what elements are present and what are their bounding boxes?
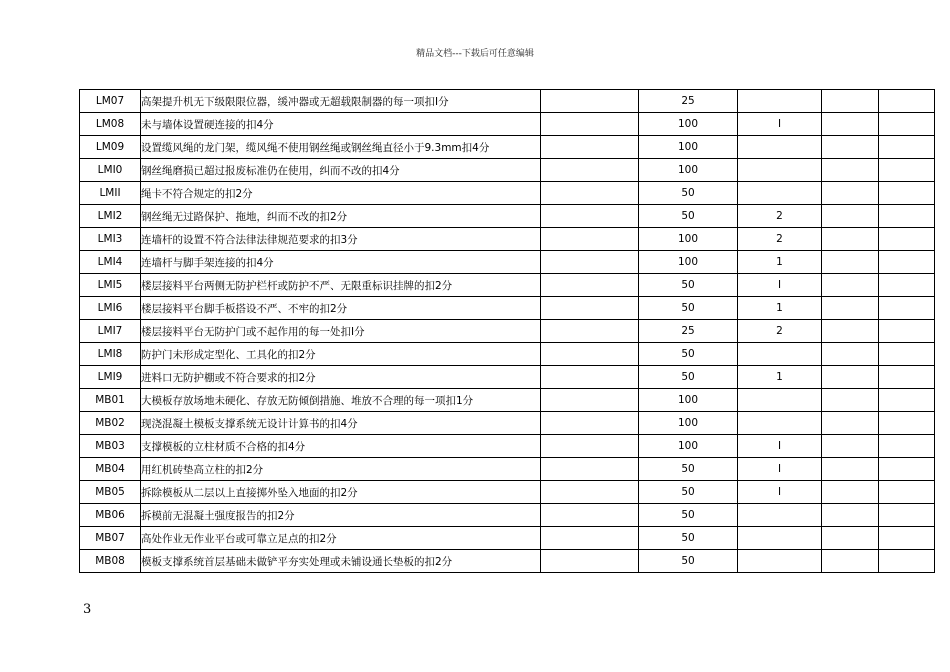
table-row	[80, 504, 935, 527]
item-score: 50	[639, 297, 738, 320]
item-score: 25	[639, 90, 738, 113]
blank-cell	[541, 343, 639, 366]
blank-cell	[822, 90, 879, 113]
item-score: 100	[639, 389, 738, 412]
item-score: 100	[639, 412, 738, 435]
blank-cell	[541, 458, 639, 481]
item-description: 楼层接料平台两侧无防护栏杆或防护不严、无限重标识挂牌的扣2分	[141, 274, 541, 297]
table-row	[80, 320, 935, 343]
blank-cell	[879, 274, 935, 297]
table-row	[80, 297, 935, 320]
blank-cell	[879, 320, 935, 343]
item-score: 50	[639, 205, 738, 228]
blank-cell	[541, 205, 639, 228]
item-code: MB01	[80, 389, 141, 412]
blank-cell	[822, 504, 879, 527]
item-count	[738, 550, 822, 573]
table-row	[80, 90, 935, 113]
item-description: 连墙杆的设置不符合法律法律规范要求的扣3分	[141, 228, 541, 251]
blank-cell	[879, 389, 935, 412]
blank-cell	[879, 136, 935, 159]
blank-cell	[541, 182, 639, 205]
item-count: Ⅰ	[738, 113, 822, 136]
item-description: 支撑模板的立柱材质不合格的扣4分	[141, 435, 541, 458]
page-header: 精品文档---下载后可任意编辑	[416, 49, 534, 59]
blank-cell	[822, 389, 879, 412]
item-code: LM07	[80, 90, 141, 113]
table-row	[80, 389, 935, 412]
blank-cell	[541, 389, 639, 412]
blank-cell	[541, 159, 639, 182]
blank-cell	[822, 228, 879, 251]
item-score: 100	[639, 159, 738, 182]
table-row	[80, 136, 935, 159]
item-score: 25	[639, 320, 738, 343]
item-count: 1	[738, 366, 822, 389]
item-count	[738, 182, 822, 205]
item-description: 绳卡不符合规定的扣2分	[141, 182, 541, 205]
blank-cell	[879, 458, 935, 481]
item-code: LMI2	[80, 205, 141, 228]
item-description: 防护门未形成定型化、工具化的扣2分	[141, 343, 541, 366]
item-code: MB03	[80, 435, 141, 458]
blank-cell	[879, 504, 935, 527]
blank-cell	[879, 550, 935, 573]
blank-cell	[541, 228, 639, 251]
item-count	[738, 527, 822, 550]
item-description: 大模板存放场地未硬化、存放无防倾倒措施、堆放不合理的每一项扣1分	[141, 389, 541, 412]
blank-cell	[541, 136, 639, 159]
blank-cell	[822, 251, 879, 274]
item-code: LMI5	[80, 274, 141, 297]
item-code: MB07	[80, 527, 141, 550]
item-description: 楼层接料平台无防护门或不起作用的每一处扣Ⅰ分	[141, 320, 541, 343]
item-count: Ⅰ	[738, 435, 822, 458]
blank-cell	[541, 251, 639, 274]
table-row	[80, 527, 935, 550]
deduction-table-body	[80, 90, 935, 573]
table-row	[80, 159, 935, 182]
blank-cell	[541, 90, 639, 113]
blank-cell	[541, 481, 639, 504]
item-code: MB04	[80, 458, 141, 481]
item-code: LMI7	[80, 320, 141, 343]
blank-cell	[879, 366, 935, 389]
blank-cell	[541, 366, 639, 389]
table-row	[80, 550, 935, 573]
item-code: LMI4	[80, 251, 141, 274]
blank-cell	[822, 412, 879, 435]
item-count	[738, 90, 822, 113]
item-code: LM09	[80, 136, 141, 159]
item-code: LMI8	[80, 343, 141, 366]
blank-cell	[541, 435, 639, 458]
blank-cell	[879, 159, 935, 182]
blank-cell	[541, 504, 639, 527]
table-row	[80, 343, 935, 366]
blank-cell	[822, 458, 879, 481]
blank-cell	[879, 412, 935, 435]
item-score: 100	[639, 228, 738, 251]
item-score: 50	[639, 274, 738, 297]
table-row	[80, 458, 935, 481]
item-description: 连墙杆与脚手架连接的扣4分	[141, 251, 541, 274]
item-description: 高处作业无作业平台或可靠立足点的扣2分	[141, 527, 541, 550]
item-code: LMI6	[80, 297, 141, 320]
blank-cell	[879, 113, 935, 136]
item-code: LMI0	[80, 159, 141, 182]
blank-cell	[822, 205, 879, 228]
blank-cell	[879, 435, 935, 458]
blank-cell	[541, 527, 639, 550]
table-row	[80, 274, 935, 297]
item-description: 进料口无防护棚或不符合要求的扣2分	[141, 366, 541, 389]
blank-cell	[879, 228, 935, 251]
blank-cell	[822, 182, 879, 205]
item-count: Ⅰ	[738, 274, 822, 297]
item-code: MB06	[80, 504, 141, 527]
item-description: 钢丝绳无过路保护、拖地，纠而不改的扣2分	[141, 205, 541, 228]
item-count: 2	[738, 205, 822, 228]
item-description: 高架提升机无下级限限位器，缓冲器或无超载限制器的每一项扣Ⅰ分	[141, 90, 541, 113]
table-row	[80, 366, 935, 389]
blank-cell	[822, 159, 879, 182]
blank-cell	[879, 527, 935, 550]
item-score: 100	[639, 136, 738, 159]
item-description: 楼层接料平台脚手板搭设不严、不牢的扣2分	[141, 297, 541, 320]
item-count	[738, 343, 822, 366]
blank-cell	[822, 320, 879, 343]
item-description: 拆模前无混凝土强度报告的扣2分	[141, 504, 541, 527]
item-count	[738, 389, 822, 412]
item-count: 2	[738, 228, 822, 251]
blank-cell	[541, 297, 639, 320]
table-row	[80, 412, 935, 435]
blank-cell	[879, 481, 935, 504]
item-count: 1	[738, 251, 822, 274]
blank-cell	[822, 550, 879, 573]
item-code: LMII	[80, 182, 141, 205]
blank-cell	[541, 412, 639, 435]
table-row	[80, 205, 935, 228]
blank-cell	[822, 113, 879, 136]
item-score: 100	[639, 435, 738, 458]
item-score: 50	[639, 343, 738, 366]
item-count: Ⅰ	[738, 481, 822, 504]
item-code: LMI9	[80, 366, 141, 389]
item-code: LMI3	[80, 228, 141, 251]
blank-cell	[541, 274, 639, 297]
item-score: 50	[639, 527, 738, 550]
table-row	[80, 251, 935, 274]
item-description: 模板支撑系统首层基础未做铲平夯实处理或未铺设通长垫板的扣2分	[141, 550, 541, 573]
item-description: 设置缆风绳的龙门架，缆风绳不使用钢丝绳或钢丝绳直径小于9.3mm扣4分	[141, 136, 541, 159]
blank-cell	[879, 205, 935, 228]
table-row	[80, 228, 935, 251]
item-count: 1	[738, 297, 822, 320]
item-score: 50	[639, 481, 738, 504]
item-score: 50	[639, 366, 738, 389]
item-score: 50	[639, 458, 738, 481]
blank-cell	[541, 550, 639, 573]
blank-cell	[541, 113, 639, 136]
blank-cell	[541, 320, 639, 343]
blank-cell	[822, 274, 879, 297]
blank-cell	[822, 527, 879, 550]
item-count	[738, 504, 822, 527]
item-description: 用红机砖垫高立柱的扣2分	[141, 458, 541, 481]
blank-cell	[822, 297, 879, 320]
table-row	[80, 113, 935, 136]
item-description: 未与墙体设置硬连接的扣4分	[141, 113, 541, 136]
deduction-table	[79, 89, 935, 573]
blank-cell	[822, 435, 879, 458]
blank-cell	[822, 343, 879, 366]
item-score: 50	[639, 504, 738, 527]
table-row	[80, 481, 935, 504]
item-description: 钢丝绳磨损已超过报废标准仍在使用，纠而不改的扣4分	[141, 159, 541, 182]
item-code: MB05	[80, 481, 141, 504]
blank-cell	[822, 366, 879, 389]
item-code: MB08	[80, 550, 141, 573]
item-count	[738, 412, 822, 435]
item-description: 现浇混凝土模板支撑系统无设计计算书的扣4分	[141, 412, 541, 435]
item-score: 50	[639, 182, 738, 205]
item-score: 100	[639, 251, 738, 274]
item-count: Ⅰ	[738, 458, 822, 481]
blank-cell	[879, 251, 935, 274]
blank-cell	[822, 136, 879, 159]
item-count	[738, 136, 822, 159]
table-row	[80, 435, 935, 458]
item-code: MB02	[80, 412, 141, 435]
table-row	[80, 182, 935, 205]
blank-cell	[879, 297, 935, 320]
item-score: 100	[639, 113, 738, 136]
blank-cell	[879, 182, 935, 205]
blank-cell	[879, 90, 935, 113]
page-number: 3	[83, 602, 92, 617]
item-description: 拆除模板从二层以上直接掷外坠入地面的扣2分	[141, 481, 541, 504]
item-score: 50	[639, 550, 738, 573]
item-code: LM08	[80, 113, 141, 136]
blank-cell	[822, 481, 879, 504]
item-count	[738, 159, 822, 182]
item-count: 2	[738, 320, 822, 343]
blank-cell	[879, 343, 935, 366]
